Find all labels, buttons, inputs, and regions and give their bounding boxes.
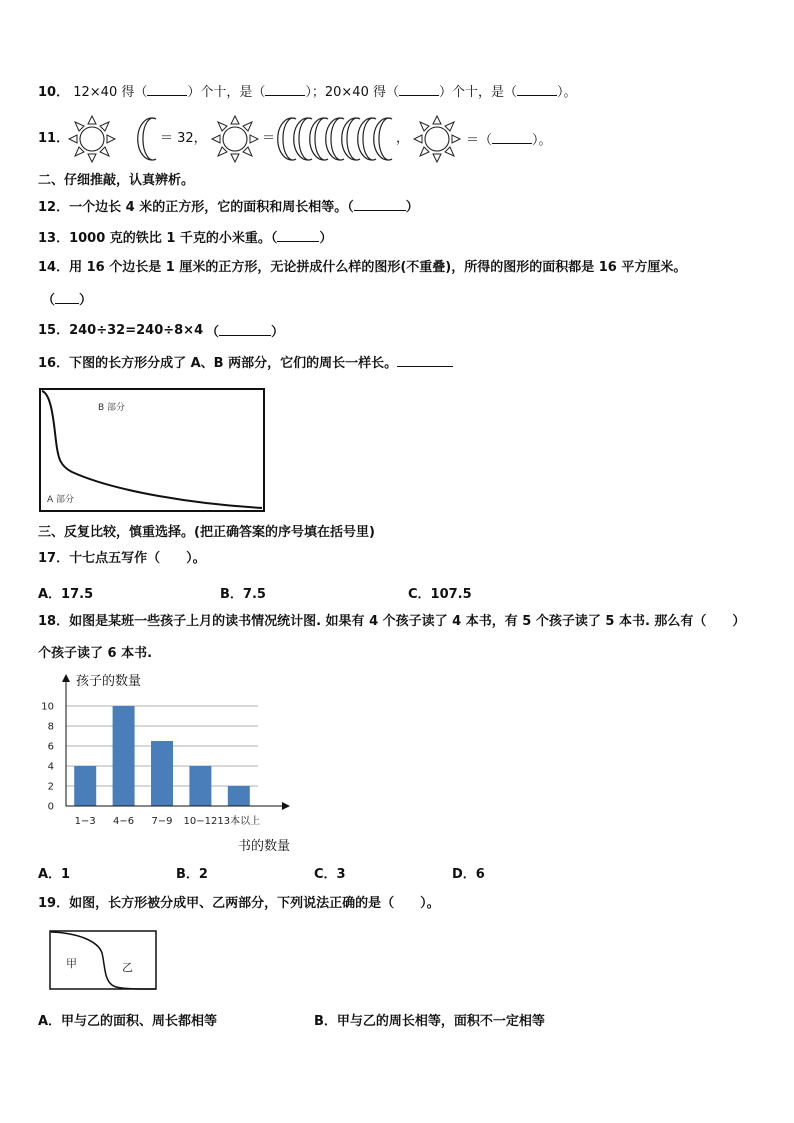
question-14-answer: （ ） [42, 290, 92, 310]
question-10: 10． 12×40 得（ ）个十，是（ ）；20×40 得（ ）个十，是（ ）。 [38, 82, 577, 102]
rectangle-outline [40, 389, 264, 511]
bar-4 [189, 766, 211, 806]
label-b-part: B 部分 [98, 403, 126, 413]
option-c[interactable]: C．3 [314, 867, 346, 882]
x-tick-label: 4−6 [113, 816, 135, 827]
bar-5 [228, 786, 250, 806]
option-d[interactable]: D．6 [452, 867, 485, 882]
y-tick-label: 10 [41, 701, 54, 713]
x-tick-label: 13本以上 [217, 816, 261, 827]
option-b[interactable]: B．甲与乙的周长相等，面积不一定相等 [314, 1014, 545, 1029]
answer-blank[interactable] [265, 82, 305, 96]
equals-32: ＝ 32， [160, 131, 207, 146]
bar-3 [151, 741, 173, 806]
option-b[interactable]: B．2 [176, 867, 208, 882]
moon-icon [374, 118, 392, 160]
option-a[interactable]: A．甲与乙的面积、周长都相等 [38, 1014, 218, 1029]
label-jia: 甲 [66, 957, 77, 970]
section-3-heading: 三、反复比较，慎重选择。(把正确答案的序号填在括号里) [38, 525, 375, 540]
sun-icon [412, 114, 462, 164]
sun-icon [67, 114, 117, 164]
y-tick-label: 0 [47, 801, 54, 813]
reading-bar-chart [36, 670, 306, 855]
y-tick-label: 4 [47, 761, 54, 773]
answer-blank[interactable] [354, 197, 406, 211]
question-11-number: 11． [38, 131, 70, 146]
answer-blank[interactable] [492, 130, 532, 144]
bar-2 [113, 706, 135, 806]
answer-blank[interactable] [397, 353, 453, 367]
x-axis-arrow [282, 802, 290, 810]
option-a[interactable]: A．1 [38, 867, 71, 882]
y-tick-label: 2 [47, 781, 54, 793]
y-axis-arrow [62, 674, 70, 682]
question-15-answer: （ ） [206, 322, 284, 342]
y-tick-label: 8 [47, 721, 54, 733]
section-2-heading: 二、仔细推敲，认真辨析。 [38, 173, 195, 188]
answer-blank[interactable] [517, 82, 557, 96]
rectangle-jia-yi-figure [48, 929, 160, 991]
question-17: 17．十七点五写作（ ）。 [38, 551, 206, 566]
answer-blank[interactable] [55, 290, 79, 304]
question-15: 15．240÷32=240÷8×4 [38, 323, 204, 338]
x-tick-label: 7−9 [151, 816, 173, 827]
question-19: 19．如图，长方形被分成甲、乙两部分，下列说法正确的是（ ）。 [38, 896, 440, 911]
label-yi: 乙 [122, 961, 133, 974]
comma: ， [396, 131, 410, 146]
answer-blank[interactable] [277, 228, 319, 242]
question-16: 16．下图的长方形分成了 A、B 两部分，它们的周长一样长。 [38, 353, 453, 373]
y-axis-title: 孩子的数量 [76, 674, 142, 689]
answer-blank[interactable] [147, 82, 187, 96]
moon-group [272, 114, 394, 164]
question-11-answer: ＝（ ）。 [466, 130, 552, 150]
rectangle-ab-figure [36, 386, 268, 516]
question-14: 14．用 16 个边长是 1 厘米的正方形，无论拼成什么样的图形(不重叠)，所得的图形的面积都是 16 平方厘米。 [38, 260, 687, 275]
option-c[interactable]: C．107.5 [408, 587, 472, 602]
answer-blank[interactable] [399, 82, 439, 96]
equals-sign: ＝ [262, 131, 276, 146]
question-18: 18．如图是某班一些孩子上月的读书情况统计图. 如果有 4 个孩子读了 4 本书，有 5 个孩子读了 5 本书. 那么有（ ） [38, 614, 746, 629]
question-13: 13．1000 克的铁比 1 千克的小米重。（ ） [38, 228, 332, 248]
option-b[interactable]: B．7.5 [220, 587, 266, 602]
label-a-part: A 部分 [47, 495, 75, 505]
option-a[interactable]: A．17.5 [38, 587, 94, 602]
bar-1 [74, 766, 96, 806]
question-12: 12．一个边长 4 米的正方形，它的面积和周长相等。（ ） [38, 197, 419, 217]
x-tick-label: 1−3 [74, 816, 96, 827]
sun-icon [210, 114, 260, 164]
y-tick-label: 6 [47, 741, 54, 753]
x-axis-title: 书的数量 [238, 839, 291, 854]
question-18-line2: 个孩子读了 6 本书. [38, 646, 153, 661]
x-tick-label: 10−12 [183, 816, 218, 827]
question-number: 10． [38, 85, 70, 100]
answer-blank[interactable] [219, 322, 271, 336]
dividing-curve [42, 391, 262, 508]
